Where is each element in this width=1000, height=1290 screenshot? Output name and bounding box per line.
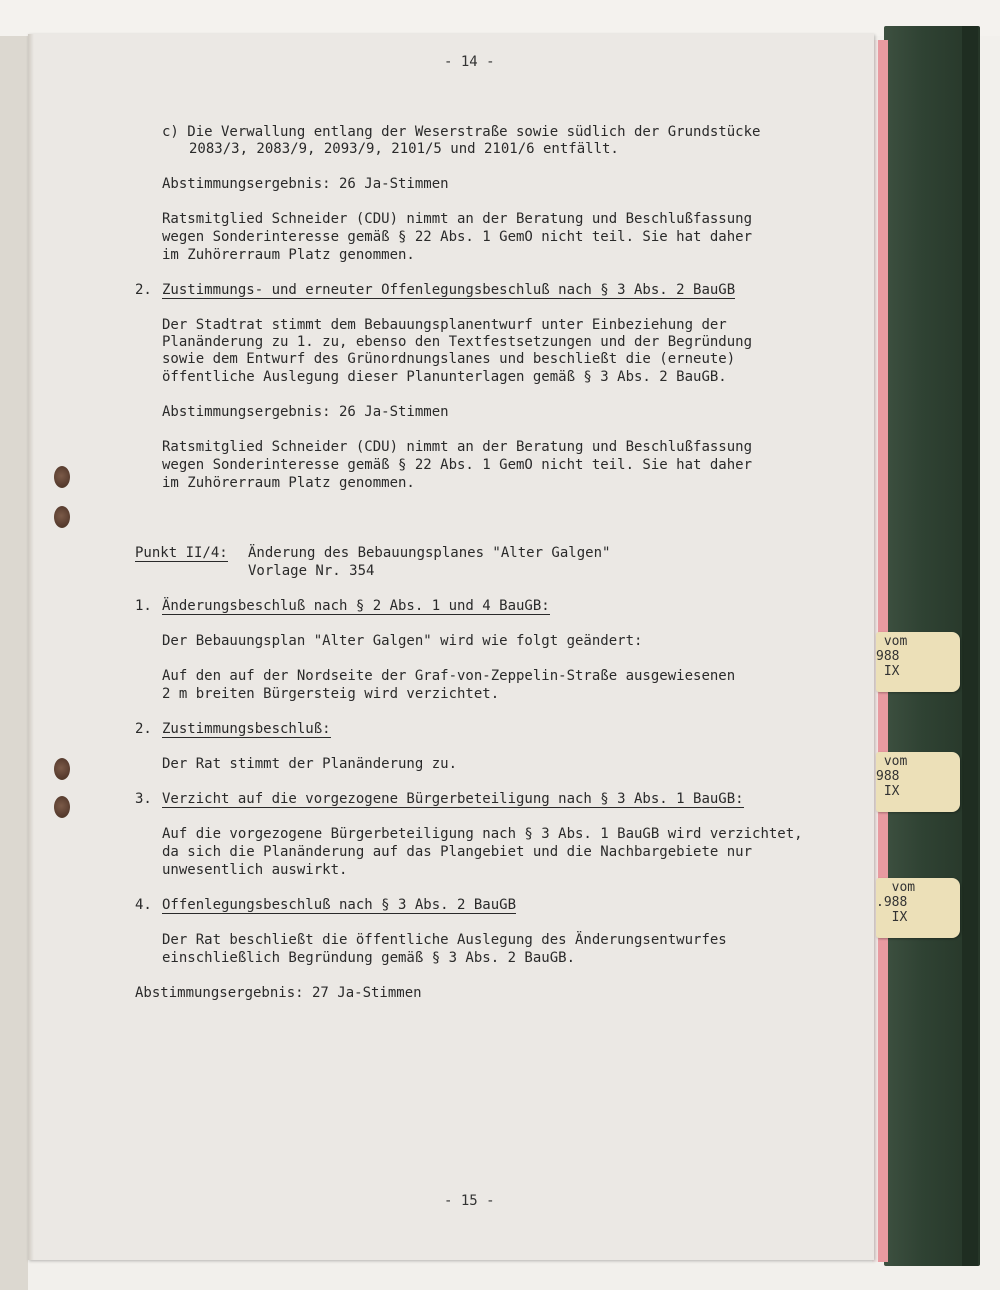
punch-hole <box>54 796 70 818</box>
paragraph-line: 2 m breiten Bürgersteig wird verzichtet. <box>162 686 500 702</box>
agenda-item-label-text: Punkt II/4: <box>135 545 228 561</box>
index-tab[interactable] <box>876 878 960 938</box>
tab-label: IX <box>876 910 908 925</box>
paragraph-line: c) Die Verwallung entlang der Weserstraße sowie südlich der Grundstücke <box>162 124 761 140</box>
agenda-item-label <box>135 545 228 563</box>
section-heading <box>162 721 331 739</box>
vote-result: Abstimmungsergebnis: 27 Ja-Stimmen <box>135 985 422 1001</box>
agenda-item-title: Änderung des Bebauungsplanes "Alter Galgen" <box>248 545 611 561</box>
tab-label: vom <box>876 880 916 895</box>
section-heading-text: Änderungsbeschluß nach § 2 Abs. 1 und 4 BauGB: <box>162 598 550 614</box>
section-heading <box>162 897 516 915</box>
index-tab[interactable] <box>876 752 960 812</box>
item-number: 1. <box>135 598 152 614</box>
section-heading-text: Zustimmungsbeschluß: <box>162 721 331 737</box>
page-number-bottom: - 15 - <box>444 1193 495 1209</box>
paragraph-line: im Zuhörerraum Platz genommen. <box>162 475 415 491</box>
tab-label: .988 <box>876 895 908 910</box>
section-heading-text: Offenlegungsbeschluß nach § 3 Abs. 2 BauGB <box>162 897 517 913</box>
tab-label: vom <box>876 634 908 649</box>
paragraph-line: Der Stadtrat stimmt dem Bebauungsplanentwurf unter Einbeziehung der <box>162 317 727 333</box>
paragraph-line: da sich die Planänderung auf das Plangebiet und die Nachbargebiete nur <box>162 844 753 860</box>
top-margin <box>0 0 1000 36</box>
tab-label: IX <box>876 664 900 679</box>
paragraph-line: wegen Sonderinteresse gemäß § 22 Abs. 1 GemO nicht teil. Sie hat daher <box>162 457 753 473</box>
paragraph-line: Ratsmitglied Schneider (CDU) nimmt an der Beratung und Beschlußfassung <box>162 211 753 227</box>
tab-label: IX <box>876 784 900 799</box>
punch-hole <box>54 466 70 488</box>
vote-result: Abstimmungsergebnis: 26 Ja-Stimmen <box>162 404 449 420</box>
paragraph-line: Auf den auf der Nordseite der Graf-von-Zeppelin-Straße ausgewiesenen <box>162 668 736 684</box>
agenda-item-reference: Vorlage Nr. 354 <box>248 563 375 579</box>
vote-result: Abstimmungsergebnis: 26 Ja-Stimmen <box>162 176 449 192</box>
item-number: 3. <box>135 791 152 807</box>
tab-label: vom <box>876 754 908 769</box>
paragraph-line: öffentliche Auslegung dieser Planunterlagen gemäß § 3 Abs. 2 BauGB. <box>162 369 727 385</box>
index-tab[interactable] <box>876 632 960 692</box>
page-fold-shadow <box>28 34 34 1260</box>
paragraph-line: sowie dem Entwurf des Grünordnungslanes und beschließt die (erneute) <box>162 351 736 367</box>
paragraph-line: einschließlich Begründung gemäß § 3 Abs. 2 BauGB. <box>162 950 576 966</box>
section-heading-text: Zustimmungs- und erneuter Offenlegungsbeschluß nach § 3 Abs. 2 BauGB <box>162 282 736 298</box>
section-heading-text: Verzicht auf die vorgezogene Bürgerbeteiligung nach § 3 Abs. 1 BauGB: <box>162 791 744 807</box>
paragraph-line: wegen Sonderinteresse gemäß § 22 Abs. 1 GemO nicht teil. Sie hat daher <box>162 229 753 245</box>
paragraph-line: Der Bebauungsplan "Alter Galgen" wird wie folgt geändert: <box>162 633 643 649</box>
tab-label: 988 <box>876 769 900 784</box>
paragraph-line: 2083/3, 2083/9, 2093/9, 2101/5 und 2101/6 entfällt. <box>189 141 619 157</box>
page-number-top: - 14 - <box>444 54 495 70</box>
paragraph-line: Der Rat beschließt die öffentliche Auslegung des Änderungsentwurfes <box>162 932 727 948</box>
tab-label: 988 <box>876 649 900 664</box>
item-number: 2. <box>135 721 152 737</box>
paragraph-line: unwesentlich auswirkt. <box>162 862 348 878</box>
paragraph-line: Auf die vorgezogene Bürgerbeteiligung nach § 3 Abs. 1 BauGB wird verzichtet, <box>162 826 803 842</box>
binder-spine <box>962 26 978 1266</box>
punch-hole <box>54 506 70 528</box>
paragraph-line: Der Rat stimmt der Planänderung zu. <box>162 756 458 772</box>
paragraph-line: Ratsmitglied Schneider (CDU) nimmt an der Beratung und Beschlußfassung <box>162 439 753 455</box>
punch-hole <box>54 758 70 780</box>
item-number: 4. <box>135 897 152 913</box>
item-number: 2. <box>135 282 152 298</box>
section-heading <box>162 791 744 809</box>
paragraph-line: im Zuhörerraum Platz genommen. <box>162 247 415 263</box>
left-page-edge <box>0 0 28 1290</box>
paragraph-line: Planänderung zu 1. zu, ebenso den Textfestsetzungen und der Begründung <box>162 334 753 350</box>
section-heading <box>162 282 735 300</box>
section-heading <box>162 598 550 616</box>
